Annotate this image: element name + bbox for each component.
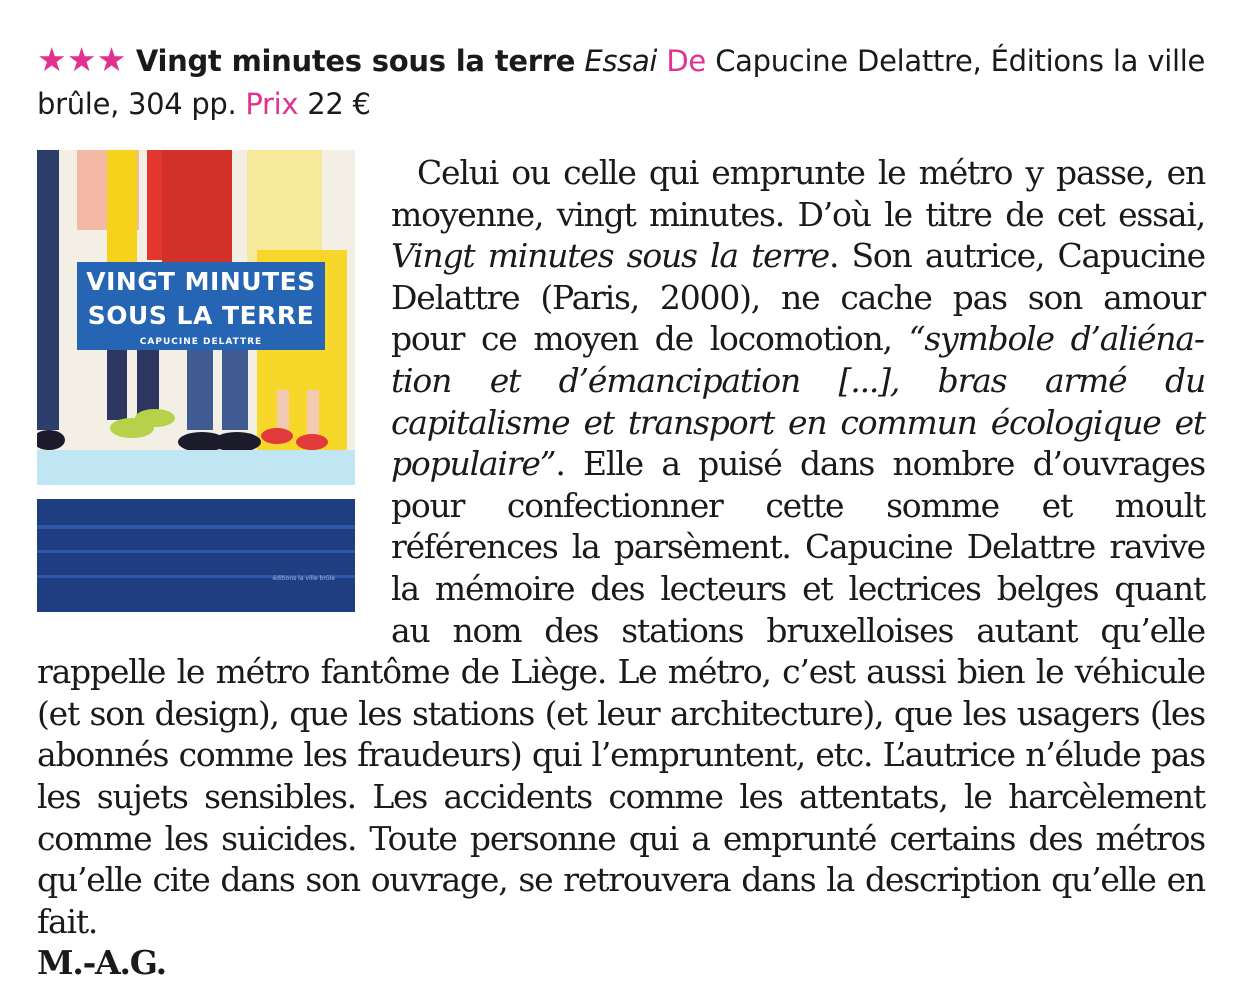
body-book-title: Vingt minutes sous la terre <box>391 236 829 276</box>
price-value: 22 € <box>307 87 371 121</box>
book-review <box>37 38 1205 984</box>
cover-title-line2: SOUS LA TERRE <box>87 301 315 330</box>
book-cover-image <box>37 150 355 612</box>
author-signature: M.-A.G. <box>37 943 166 983</box>
author-publisher: Capucine Delattre, Éditions la ville brûle, 304 pp. <box>37 44 1206 121</box>
body-quote: “symbole d’aliénation et d’émancipation [...], bras armé du capitalisme et transport en commun écologique et populaire” <box>391 319 1205 484</box>
cover-title-box <box>77 262 325 350</box>
rating-stars: ★★★ <box>37 40 127 79</box>
cover-illustration <box>37 150 355 612</box>
review-signature-line <box>37 942 1205 984</box>
author-label: De <box>666 44 706 78</box>
book-title: Vingt minutes sous la terre <box>135 44 576 78</box>
body-text-start: Celui ou celle qui emprunte le métro y passe, en moyenne, vingt minutes. D’où le titre de cet essai, <box>391 153 1205 234</box>
body-text-end: . Elle a puisé dans nombre d’ouvrages pour confectionner cette somme et moult références la parsèment. Capucine Delattre ravive la mémoire des lecteurs et lectrices belges quant au nom des stations bruxelloises autant qu’elle rappelle le métro fantôme de Liège. Le métro, c’est aussi bien le véhicule (et son design), que les stations (et leur architecture), que les usagers (les abonnés comme les fraudeurs) qui l’empruntent, etc. L’autrice n’élude pas les sujets sensibles. Les accidents comme les attentats, le harcèlement comme les suicides. Toute personne qui a emprunté certains des métros qu’elle cite dans son ouvrage, se retrouvera dans la description qu’elle en fait. <box>37 444 1205 941</box>
cover-publisher: éditions la ville brûle <box>272 575 335 582</box>
cover-author: CAPUCINE DELATTRE <box>139 337 263 347</box>
body-text-mid: . Son autrice, Capucine Delattre (Paris, 2000), ne cache pas son amour pour ce moyen de locomotion, <box>391 236 1206 359</box>
review-header <box>37 38 1205 126</box>
book-genre: Essai <box>584 44 658 78</box>
price-label: Prix <box>245 87 299 121</box>
cover-title-line1: VINGT MINUTES <box>86 267 316 296</box>
